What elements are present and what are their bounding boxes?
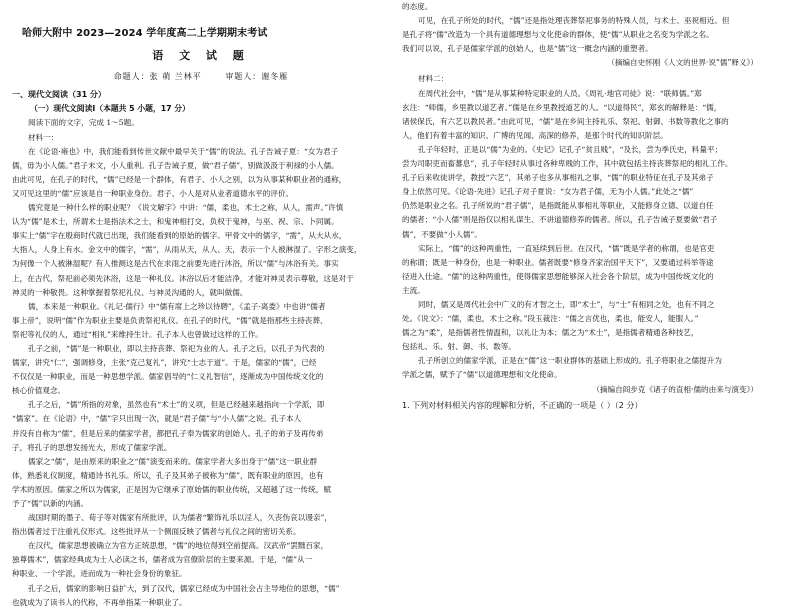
text-line: 处。《说文》：“儒，柔也，术士之称。”段玉裁注：“儒之言优也，柔也，能安人，能服人。”: [402, 314, 699, 324]
text-line: 在周代社会中，“儒”是从事某种特定职业的人员。《周礼·地官司徒》说：“联师儒。”郑: [418, 88, 702, 98]
text-line: 是孔子将“儒”改造为一个具有道德理想与文化使命的群体，使“儒”从职业之名变为学派之名。: [402, 30, 714, 40]
setter-names: 张 萌 兰林平: [149, 72, 202, 82]
right-column: [402, 0, 778, 413]
text-line: 事实上“儒”字在殷商时代就已出现，我们能看到的原始的儒字。甲骨文中的儒字，“需”，从大从水，: [12, 231, 347, 241]
text-line: 径进入仕途。“儒”的这种两重性，使得儒家思想能够深入社会各个阶层，成为中国传统文化的: [402, 271, 714, 281]
text-line: 独尊儒术”，儒家经典成为士人必读之书，儒者成为官僚阶层的主要来源。于是，“儒”从一: [12, 555, 313, 565]
left-column: [12, 0, 390, 610]
text-line: 学术的原因。儒家之所以为儒家，正是因为它继承了原始儒的职业传统，又超越了这一传统，赋: [12, 484, 331, 494]
text-line: 在《论语·雍也》中，我们能看到传世文献中最早关于“儒”的说法。孔子告诫子夏：“女为君子: [28, 146, 339, 156]
text-line: 为何像一个人被淋湿呢？有人推测这是古代在求雨之前要先进行沐浴，所以“儒”与沐浴有关。事实: [12, 259, 339, 269]
text-line: 上，在古代，祭祀前必须先沐浴，这是一种礼仪。沐浴以后才能洁净，才能对神灵表示尊敬，这是对于: [12, 273, 354, 283]
text-line: 我们可以说，孔子是儒家学派的创始人，也是“儒”这一概念内涵的重塑者。: [402, 44, 653, 54]
text-line: 学派之儒，赋予了“儒”以道德理想和文化使命。: [402, 370, 562, 380]
text-line: 指出儒者过于注重礼仪形式。这些批评从一个侧面反映了儒者与礼仪之间的密切关系。: [12, 527, 301, 537]
left-body: [12, 145, 390, 610]
text-line: 事上帝”，说明“儒”作为职业主要是负责祭祀礼仪。在孔子的时代，“儒”就是指那些主持丧葬、: [12, 315, 328, 325]
text-line: 孔子所创立的儒家学派，正是在“儒”这一职业群体的基础上形成的。孔子将职业之儒提升为: [418, 356, 722, 366]
text-line: 种职业、一个学派，进而成为一种社会身份的象征。: [12, 569, 187, 579]
text-line: 儒究竟是一种什么样的职业呢？《说文解字》中讲：“儒，柔也，术士之称，从人，需声。”许慎: [28, 203, 344, 213]
text-line: 孔子后来收徒讲学，教授“六艺”，其弟子也多从事相礼之事，“儒”的职业特征在孔子及其弟子: [402, 173, 714, 183]
text-line: 孔子之后，儒家的影响日益扩大，到了汉代，儒家已经成为中国社会占主导地位的思想，“儒”: [28, 583, 340, 593]
text-line: 孔子之前，“儒”是一种职业，即以主持丧葬、祭祀为业的人。孔子之后，以孔子为代表的: [28, 343, 325, 353]
citation-1: （摘编自史怀刚《人文的世界·说“儒”释义》）: [607, 58, 758, 68]
text-line: 仍然是职业之名。孔子所说的“君子儒”，是指既能从事相礼等职业，又能修身立德、以道自任: [402, 201, 714, 211]
instruction: 阅读下面的文字，完成 1～5题。: [28, 118, 139, 128]
text-line: 体，熟悉礼仪制度，精通诗书礼乐。所以，孔子及其弟子被称为“儒”，既有职业的原因，也有: [12, 470, 324, 480]
text-line: 玄注：“师儒，乡里教以道艺者。”儒是在乡里教授道艺的人。“以道得民”，郑玄的解释是：“儒，: [402, 102, 722, 112]
text-line: “儒家”。在《论语》中，“儒”字只出现一次，就是“君子儒”与“小人儒”之说。孔子本人: [12, 414, 302, 424]
text-line: 儒，本来是一种职业。《礼记·儒行》中“儒有席上之珍以待聘”，《孟子·离娄》中也讲“儒者: [28, 301, 326, 311]
text-line: 儒家，讲究“仁”，强调修身，主张“克己复礼”，讲究“士志于道”。于是，儒家的“儒”，已经: [12, 358, 317, 368]
reviewer-name: 谢冬雁: [261, 72, 289, 82]
right-body: [402, 0, 778, 56]
text-line: 的儒者；“小人儒”则是指仅以相礼谋生、不讲道德修养的儒者。所以，孔子告诫子夏要做“君子: [402, 215, 718, 225]
right-body-2: [402, 87, 778, 383]
text-line: 儒”，不要做“小人儒”。: [402, 229, 482, 239]
text-line: 认为“儒”是术士，所谓术士是指法术之士，和鬼神相打交，负权于鬼神，与巫、祝、宗、卜同属。: [12, 217, 339, 227]
text-line: 大指人，人身上有水。金文中的儒字，“需”，从雨从天，从人、天，表示一个人被淋湿了。字形之演变，: [12, 245, 362, 255]
authors-line: [12, 70, 390, 84]
setter-label: 命题人：: [113, 72, 150, 82]
text-line: 不仅仅是一种职业，而是一种思想学派。儒家倡导的“仁义礼智信”，逐渐成为中国传统文化的: [12, 372, 324, 382]
reviewer-label: 审题人：: [225, 72, 262, 82]
text-line: 战国时期的墨子、荀子等对儒家有所批评，认为儒者“繁饰礼乐以淫人，久丧伪哀以谩亲”，: [28, 513, 332, 523]
citation-2: （摘编自阎步克《诸子的直相·儒的由来与演变》）: [592, 384, 758, 394]
exam-subtitle: 语 文 试 题: [152, 49, 250, 63]
section-heading: 一、现代文阅读（31 分）: [12, 90, 106, 100]
text-line: 由此可见，在孔子的时代，“儒”已经是一个群体，有君子、小人之别，以为从事某种职业者的通称，: [12, 174, 347, 184]
text-line: 身上依然可见。《论语·先进》记孔子对子夏说：“女为君子儒，无为小人儒。”此处之“儒”: [402, 187, 694, 197]
text-line: 并没有自称为“儒”，但是后来的儒家学者，都把孔子奉为儒家的创始人。孔子的弟子及再传弟: [12, 428, 324, 438]
text-line: 的态度。: [402, 2, 433, 11]
text-line: 人，他们有着丰富的知识、广博的见闻、高深的修养，是那个时代的知识阶层。: [402, 130, 668, 140]
question-1: 1. 下列对材料相关内容的理解和分析，不正确的一项是（ ）（2 分）: [402, 400, 643, 410]
text-line: 儒之为“柔”，是指儒者性情温和，以礼让为本；儒之为“术士”，是指儒者精通各种技艺，: [402, 328, 699, 338]
text-line: 包括礼、乐、射、御、书、数等。: [402, 342, 516, 352]
text-line: 实际上，“儒”的这种两重性，一直延续到后世。在汉代，“儒”既是学者的称谓，也是官吏: [418, 243, 715, 253]
text-line: 儒，毋为小人儒。”君子末文，小人重利。孔子告诫子夏，做“君子儒”，别做汲汲于利禄的小人儒。: [12, 160, 339, 170]
text-line: 的称谓；既是一种身份，也是一种职业。儒者既要“修身齐家治国平天下”，又要通过科举等途: [402, 257, 714, 267]
text-line: 在汉代，儒家思想被确立为官方正统思想，“儒”的地位得到空前提高。汉武帝“罢黜百家，: [28, 541, 329, 551]
text-line: 诸侯保氏，有六艺以教民者。”由此可见，“儒”是在乡间主持礼乐、祭祀、射御、书数等教化之事的: [402, 116, 729, 126]
text-line: 可见，在孔子所处的时代，“儒”还是指处理丧葬祭祀事务的特殊人员，与术士、巫祝相近。但: [418, 16, 730, 26]
subsection-heading: （一）现代文阅读Ⅰ（本题共 5 小题，17 分）: [30, 104, 190, 114]
reviewer: [225, 72, 288, 81]
exam-title: 哈师大附中 2023—2024 学年度高二上学期期末考试: [22, 28, 268, 39]
text-line: 儒家之“儒”，是由原来的职业之“儒”演变而来的。儒家学者大多出身于“儒”这一职业群: [28, 456, 318, 466]
text-line: 同时，儒又是周代社会中广义的有才智之士，即“术士”，与“士”有相同之处，也有不同之: [418, 299, 715, 309]
text-line: 尝为司职吏而畜蕃息”，孔子年轻时从事过各种卑贱的工作，其中就包括主持丧葬祭祀的相礼工作。: [402, 159, 733, 169]
text-line: 予了“儒”以新的内涵。: [12, 499, 89, 508]
text-line: 主流。: [402, 285, 425, 295]
text-line: 孔子之后，“儒”所指的对象，虽然也有“术士”的义项，但是已经越来越指向一个学派，即: [28, 400, 325, 410]
text-line: 又可见这里的“儒”应该是自一种职业身份。君子、小人是对从业者道德水平的评价。: [12, 188, 294, 198]
text-line: 核心价值观念。: [12, 386, 66, 396]
text-line: 祭祀等礼仪的人，通过“相礼”来维持生计。孔子本人也曾做过这样的工作。: [12, 329, 263, 339]
text-line: 子，将孔子的思想发扬光大，形成了儒家学派。: [12, 442, 172, 452]
material1-label: 材料一：: [28, 132, 59, 142]
material2-label: 材料二：: [418, 74, 449, 84]
text-line: 神灵的一种敬畏。这种掌握着祭祀礼仪、与神灵沟通的人，就叫做儒。: [12, 287, 248, 297]
setters: [114, 72, 202, 81]
text-line: 孔子年轻时，正是以“儒”为业的。《史记》记孔子“贫且贱”，“及长，尝为季氏史，料量平；: [418, 144, 723, 154]
text-line: 也就成为了读书人的代称，不再单指某一种职业了。: [12, 597, 187, 607]
